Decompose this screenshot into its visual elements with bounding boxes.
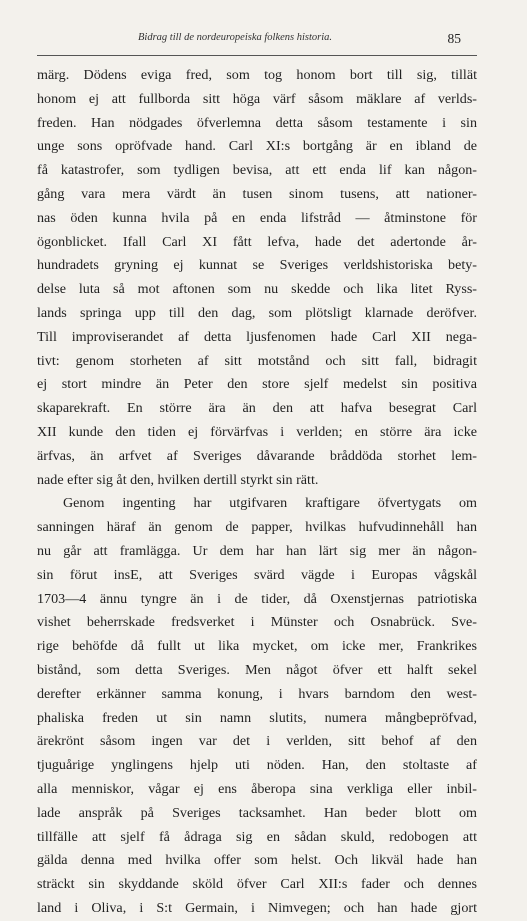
text-line: alla menniskor, vågar ej ens åberopa sina verkliga eller inbil-	[37, 780, 477, 797]
text-line: sträckt sin skyddande sköld öfver Carl XII:s fader och dennes	[37, 876, 477, 893]
text-line: ej stort mindre än Peter den store sjelf medelst sin positiva	[37, 376, 477, 393]
text-line: sanningen häraf än genom de papper, hvilkas hufvudinnehåll han	[37, 519, 477, 536]
text-line: ärekrönt såsom ingen var det i verlden, sitt behof af den	[37, 733, 477, 750]
text-line: märg. Dödens eviga fred, som tog honom bort till sig, tillät	[37, 67, 477, 83]
text-line: tjuguårige ynglingens hjelp uti nöden. Han, den stoltaste af	[37, 757, 477, 774]
text-line: XII kunde den tiden ej förvärfvas i verlden; en större ära icke	[37, 423, 477, 440]
text-line: lands springa upp till den dag, som plötsligt klarnade deröfver.	[37, 304, 477, 321]
text-line: vishet beherrskade fredsverket i Münster och Osnabrück. Sve-	[37, 614, 477, 631]
text-line: freden. Han nödgades öfverlemna detta såsom testamente i sin	[37, 114, 477, 131]
text-line: derefter erkänner samma konung, i hvars barndom den west-	[37, 685, 477, 702]
text-line: land i Oliva, i S:t Germain, i Nimvegen; och han hade gjort	[37, 899, 477, 916]
text-line: nu går att framlägga. Ur dem har han lärt sig mer än någon-	[37, 542, 477, 559]
text-line: bistånd, som detta Sveriges. Men något öfver ett halft sekel	[37, 661, 477, 678]
text-line: rige behöfde då fullt ut lika mycket, om icke mer, Frankrikes	[37, 638, 477, 655]
text-line: 1703—4 ännu tyngre än i de tider, då Oxenstjernas patriotiska	[37, 590, 477, 607]
text-line: få katastrofer, som tydligen bevisa, att ett enda lif kan någon-	[37, 162, 477, 179]
running-head	[0, 32, 527, 48]
text-line: honom ej att fullborda sitt höga värf såsom mäklare af verlds-	[37, 90, 477, 107]
text-line: phaliska freden ut sin namn slutits, numera mångbepröfvad,	[37, 709, 477, 726]
text-line: tivt: genom storheten af sitt motstånd och sitt fall, bidragit	[37, 352, 477, 369]
text-line: sin förut insE, att Sveriges svärd vägde i Europas vågskål	[37, 566, 477, 583]
header-rule	[37, 55, 477, 56]
text-line: nas öden kunna hvila på en enda lifstråd — åtminstone för	[37, 209, 477, 226]
text-line: skaparekraft. En större ära än den att hafva besegrat Carl	[37, 400, 477, 417]
running-head-title: Bidrag till de nordeuropeiska folkens historia.	[138, 32, 333, 43]
body-text	[37, 64, 477, 921]
text-line: Till improviserandet af detta ljusfenomen hade Carl XII nega-	[37, 328, 477, 345]
text-line: Genom ingenting har utgifvaren kraftigare öfvertygats om	[63, 495, 477, 512]
text-line: tillfälle att sjelf få ådraga sig en sådan skuld, redobogen att	[37, 828, 477, 845]
text-line: nade efter sig åt den, hvilken dertill styrkt sin rätt.	[37, 471, 319, 488]
page-number: 85	[447, 31, 461, 46]
text-line: lade anspråk på Sveriges tacksamhet. Han beder blott om	[37, 804, 477, 821]
text-line: ögonblicket. Ifall Carl XI fått lefva, hade det adertonde år-	[37, 233, 477, 250]
text-line: ärfvas, än arfvet af Sveriges dåvarande bråddöda storhet lem-	[37, 447, 477, 464]
text-line: gälda denna med hvilka offer som helst. Och likväl hade han	[37, 852, 477, 869]
text-line: unge sons opröfvade hand. Carl XI:s bortgång är en ibland de	[37, 138, 477, 155]
text-line: hundradets gryning ej kunnat se Sveriges verldshistoriska bety-	[37, 257, 477, 274]
text-line: gång vara mera värdt än tusen sinom tusens, att nationer-	[37, 185, 477, 202]
text-line: delse luta så mot aftonen som nu skedde och lika litet Ryss-	[37, 281, 477, 298]
